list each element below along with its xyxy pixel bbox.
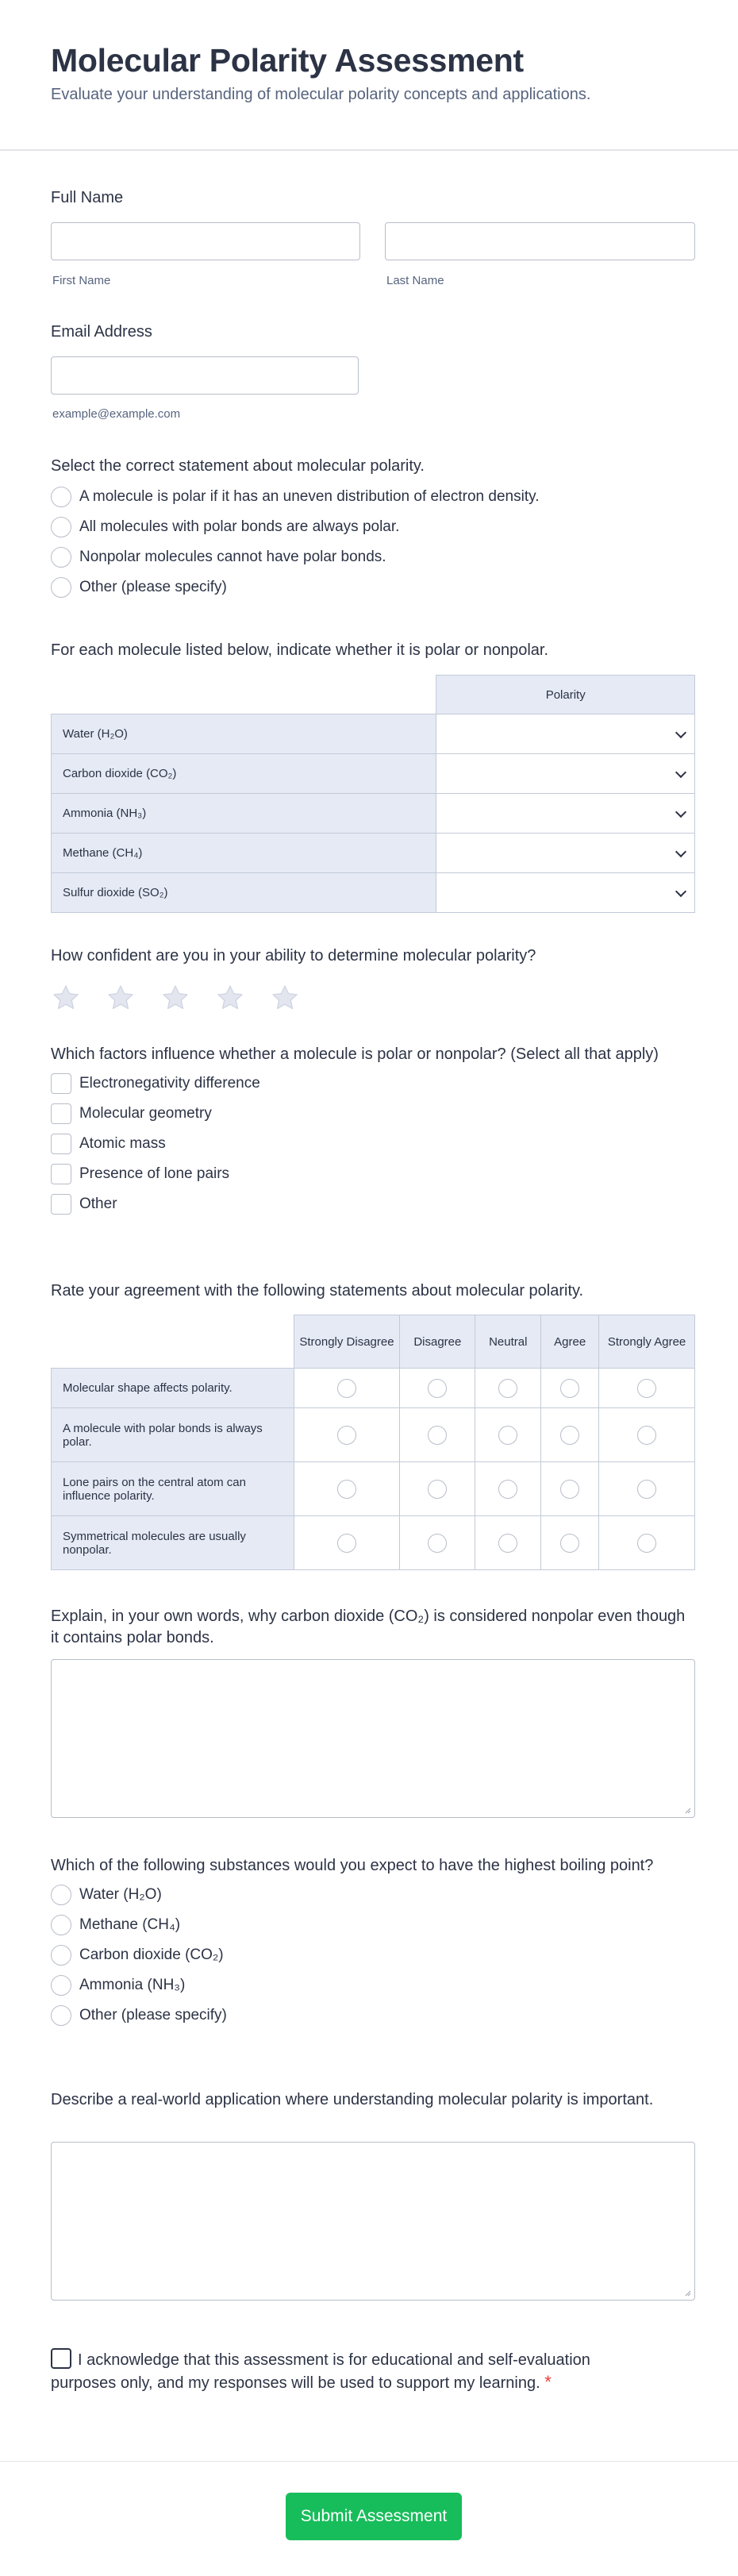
footer-divider bbox=[0, 2461, 738, 2462]
radio-button[interactable] bbox=[51, 1975, 71, 1996]
polarity-table-question bbox=[51, 640, 695, 661]
matrix-row-label: Molecular shape affects polarity. bbox=[52, 1369, 294, 1408]
agreement-label: Rate your agreement with the following statements about molecular polarity. bbox=[51, 1282, 584, 1300]
matrix-radio[interactable] bbox=[498, 1480, 517, 1499]
explain-textarea[interactable] bbox=[51, 1659, 695, 1818]
radio-button[interactable] bbox=[51, 1945, 71, 1966]
form-header bbox=[0, 0, 738, 151]
matrix-column-header: Disagree bbox=[400, 1315, 475, 1369]
factor-option[interactable]: Atomic mass bbox=[51, 1129, 695, 1159]
matrix-radio[interactable] bbox=[428, 1426, 447, 1445]
statement-question bbox=[51, 456, 695, 603]
polarity-dropdown[interactable] bbox=[436, 873, 695, 913]
table-row-label: Sulfur dioxide (SO₂) bbox=[52, 873, 436, 913]
statement-question-label: Select the correct statement about molecular polarity. bbox=[51, 457, 425, 475]
email-sublabel: example@example.com bbox=[52, 407, 181, 421]
matrix-radio[interactable] bbox=[637, 1379, 656, 1398]
boiling-question bbox=[51, 1855, 695, 2031]
last-name-input[interactable] bbox=[385, 222, 695, 260]
email-label: Email Address bbox=[51, 323, 152, 341]
boiling-label: Which of the following substances would you expect to have the highest boiling point? bbox=[51, 1857, 654, 1874]
matrix-radio[interactable] bbox=[428, 1379, 447, 1398]
table-row-label: Water (H₂O) bbox=[52, 714, 436, 754]
chevron-down-icon bbox=[675, 845, 686, 857]
matrix-row-label: Lone pairs on the central atom can influence polarity. bbox=[52, 1462, 294, 1516]
checkbox[interactable] bbox=[51, 1164, 71, 1184]
polarity-column-header: Polarity bbox=[436, 676, 695, 714]
polarity-table bbox=[51, 675, 695, 913]
matrix-radio[interactable] bbox=[337, 1480, 356, 1499]
matrix-column-header: Neutral bbox=[475, 1315, 541, 1369]
checkbox[interactable] bbox=[51, 1134, 71, 1154]
matrix-row-label: A molecule with polar bonds is always polar. bbox=[52, 1408, 294, 1462]
radio-button[interactable] bbox=[51, 547, 71, 568]
matrix-radio[interactable] bbox=[560, 1379, 579, 1398]
statement-option[interactable]: Other (please specify) bbox=[51, 572, 695, 603]
acknowledge-checkbox[interactable] bbox=[51, 2348, 71, 2369]
matrix-radio[interactable] bbox=[428, 1480, 447, 1499]
page-subtitle: Evaluate your understanding of molecular polarity concepts and applications. bbox=[51, 86, 591, 103]
matrix-radio[interactable] bbox=[428, 1534, 447, 1553]
boiling-option[interactable]: Water (H₂O) bbox=[51, 1880, 695, 1910]
matrix-radio[interactable] bbox=[498, 1426, 517, 1445]
chevron-down-icon bbox=[675, 885, 686, 896]
factor-option[interactable]: Other bbox=[51, 1189, 695, 1219]
matrix-row-label: Symmetrical molecules are usually nonpolar. bbox=[52, 1516, 294, 1570]
matrix-radio[interactable] bbox=[337, 1379, 356, 1398]
first-name-input[interactable] bbox=[51, 222, 360, 260]
resize-handle-icon[interactable] bbox=[683, 1806, 691, 1814]
radio-button[interactable] bbox=[51, 577, 71, 598]
polarity-dropdown[interactable] bbox=[436, 834, 695, 873]
matrix-radio[interactable] bbox=[498, 1379, 517, 1398]
checkbox[interactable] bbox=[51, 1194, 71, 1215]
confidence-label: How confident are you in your ability to determine molecular polarity? bbox=[51, 947, 536, 965]
polarity-dropdown[interactable] bbox=[436, 794, 695, 834]
factor-option[interactable]: Molecular geometry bbox=[51, 1099, 695, 1129]
chevron-down-icon bbox=[675, 806, 686, 817]
confidence-question bbox=[51, 945, 695, 1013]
star-icon[interactable] bbox=[106, 983, 136, 1013]
factors-label: Which factors influence whether a molecule is polar or nonpolar? (Select all that apply) bbox=[51, 1045, 659, 1063]
acknowledge-text: I acknowledge that this assessment is for educational and self-evaluation purposes only, and my responses will be used to support my learning. bbox=[51, 2351, 590, 2392]
matrix-radio[interactable] bbox=[560, 1426, 579, 1445]
last-name-sublabel: Last Name bbox=[386, 274, 444, 287]
explain-question bbox=[51, 1606, 695, 1649]
statement-option[interactable]: All molecules with polar bonds are always polar. bbox=[51, 512, 695, 542]
star-icon[interactable] bbox=[270, 983, 300, 1013]
boiling-option[interactable]: Other (please specify) bbox=[51, 2000, 695, 2031]
chevron-down-icon bbox=[675, 766, 686, 777]
matrix-radio[interactable] bbox=[637, 1480, 656, 1499]
checkbox[interactable] bbox=[51, 1073, 71, 1094]
star-icon[interactable] bbox=[160, 983, 190, 1013]
radio-button[interactable] bbox=[51, 1915, 71, 1935]
statement-option[interactable]: A molecule is polar if it has an uneven distribution of electron density. bbox=[51, 482, 695, 512]
boiling-option[interactable]: Carbon dioxide (CO₂) bbox=[51, 1940, 695, 1970]
required-mark: * bbox=[544, 2372, 552, 2392]
statement-option[interactable]: Nonpolar molecules cannot have polar bonds. bbox=[51, 542, 695, 572]
radio-button[interactable] bbox=[51, 2005, 71, 2026]
table-row-label: Carbon dioxide (CO₂) bbox=[52, 754, 436, 794]
radio-button[interactable] bbox=[51, 1885, 71, 1905]
acknowledge-section bbox=[51, 2348, 590, 2394]
chevron-down-icon bbox=[675, 726, 686, 737]
boiling-option[interactable]: Ammonia (NH₃) bbox=[51, 1970, 695, 2000]
matrix-radio[interactable] bbox=[337, 1534, 356, 1553]
matrix-radio[interactable] bbox=[560, 1534, 579, 1553]
boiling-option[interactable]: Methane (CH₄) bbox=[51, 1910, 695, 1940]
star-rating bbox=[51, 983, 695, 1013]
radio-button[interactable] bbox=[51, 517, 71, 537]
email-section bbox=[51, 322, 695, 343]
submit-button[interactable]: Submit Assessment bbox=[286, 2493, 462, 2540]
application-question bbox=[51, 2089, 695, 2111]
polarity-dropdown[interactable] bbox=[436, 714, 695, 754]
agreement-question bbox=[51, 1280, 695, 1302]
matrix-radio[interactable] bbox=[337, 1426, 356, 1445]
star-icon[interactable] bbox=[51, 983, 81, 1013]
matrix-radio[interactable] bbox=[637, 1534, 656, 1553]
polarity-dropdown[interactable] bbox=[436, 754, 695, 794]
polarity-table-label: For each molecule listed below, indicate whether it is polar or nonpolar. bbox=[51, 641, 549, 659]
matrix-column-header: Strongly Disagree bbox=[294, 1315, 400, 1369]
table-row-label: Ammonia (NH₃) bbox=[52, 794, 436, 834]
matrix-radio[interactable] bbox=[637, 1426, 656, 1445]
factors-question bbox=[51, 1044, 695, 1219]
factor-option[interactable]: Electronegativity difference bbox=[51, 1069, 695, 1099]
factor-option[interactable]: Presence of lone pairs bbox=[51, 1159, 695, 1189]
radio-button[interactable] bbox=[51, 487, 71, 507]
explain-label: Explain, in your own words, why carbon dioxide (CO₂) is considered nonpolar even though it contains polar bonds. bbox=[51, 1608, 686, 1646]
matrix-column-header: Agree bbox=[541, 1315, 599, 1369]
full-name-section bbox=[51, 187, 695, 209]
checkbox[interactable] bbox=[51, 1103, 71, 1124]
first-name-sublabel: First Name bbox=[52, 274, 111, 287]
table-row-label: Methane (CH₄) bbox=[52, 834, 436, 873]
full-name-label: Full Name bbox=[51, 189, 124, 206]
resize-handle-icon[interactable] bbox=[683, 2289, 691, 2297]
agreement-matrix bbox=[51, 1315, 695, 1570]
application-textarea[interactable] bbox=[51, 2142, 695, 2301]
star-icon[interactable] bbox=[215, 983, 245, 1013]
email-input[interactable] bbox=[51, 356, 359, 395]
matrix-column-header: Strongly Agree bbox=[599, 1315, 695, 1369]
page-title: Molecular Polarity Assessment bbox=[51, 42, 524, 79]
matrix-radio[interactable] bbox=[498, 1534, 517, 1553]
application-label: Describe a real-world application where understanding molecular polarity is important. bbox=[51, 2091, 654, 2108]
matrix-radio[interactable] bbox=[560, 1480, 579, 1499]
